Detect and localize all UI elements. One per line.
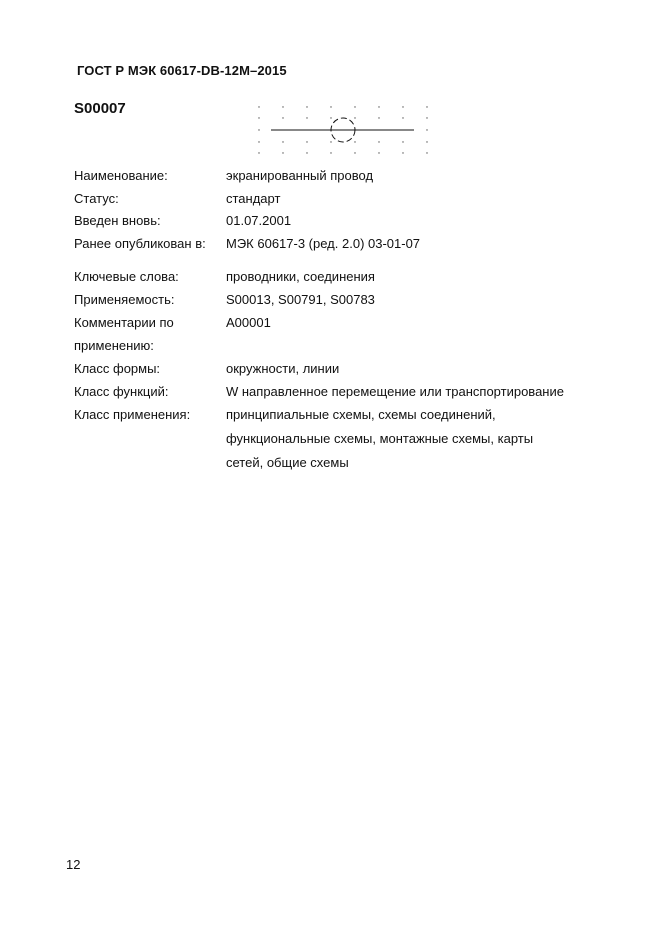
symbol-code: S00007 xyxy=(74,100,126,117)
attribute-label: Статус: xyxy=(74,191,119,206)
attribute-value: проводники, соединения xyxy=(226,269,375,284)
attribute-value: функциональные схемы, монтажные схемы, карты xyxy=(226,431,534,446)
attribute-label: Наименование: xyxy=(74,168,168,183)
attribute-label: Класс функций: xyxy=(74,384,169,399)
attribute-value: S00013, S00791, S00783 xyxy=(226,292,375,307)
attribute-label: Введен вновь: xyxy=(74,213,161,228)
attribute-label: Комментарии по xyxy=(74,315,174,330)
attribute-value: сетей, общие схемы xyxy=(226,455,349,470)
attribute-value: МЭК 60617-3 (ред. 2.0) 03-01-07 xyxy=(226,236,421,251)
attribute-value: 01.07.2001 xyxy=(226,213,292,228)
attribute-label: Ключевые слова: xyxy=(74,269,179,284)
attribute-label: Ранее опубликован в: xyxy=(74,236,206,251)
attribute-value: принципиальные схемы, схемы соединений, xyxy=(226,407,496,422)
attribute-value: A00001 xyxy=(226,315,271,330)
attribute-value: W направленное перемещение или транспортирование xyxy=(226,384,564,399)
attribute-value: экранированный провод xyxy=(226,168,374,183)
attribute-label: Класс формы: xyxy=(74,361,161,376)
shielded-wire-symbol xyxy=(255,101,435,161)
attribute-label: Применяемость: xyxy=(74,292,175,307)
document-header: ГОСТ Р МЭК 60617-DB-12M–2015 xyxy=(77,63,287,78)
attribute-value: окружности, линии xyxy=(226,361,340,376)
attribute-label: Класс применения: xyxy=(74,407,191,422)
attribute-value: стандарт xyxy=(226,191,281,206)
page-number: 12 xyxy=(66,857,81,872)
attribute-label: применению: xyxy=(74,338,154,353)
